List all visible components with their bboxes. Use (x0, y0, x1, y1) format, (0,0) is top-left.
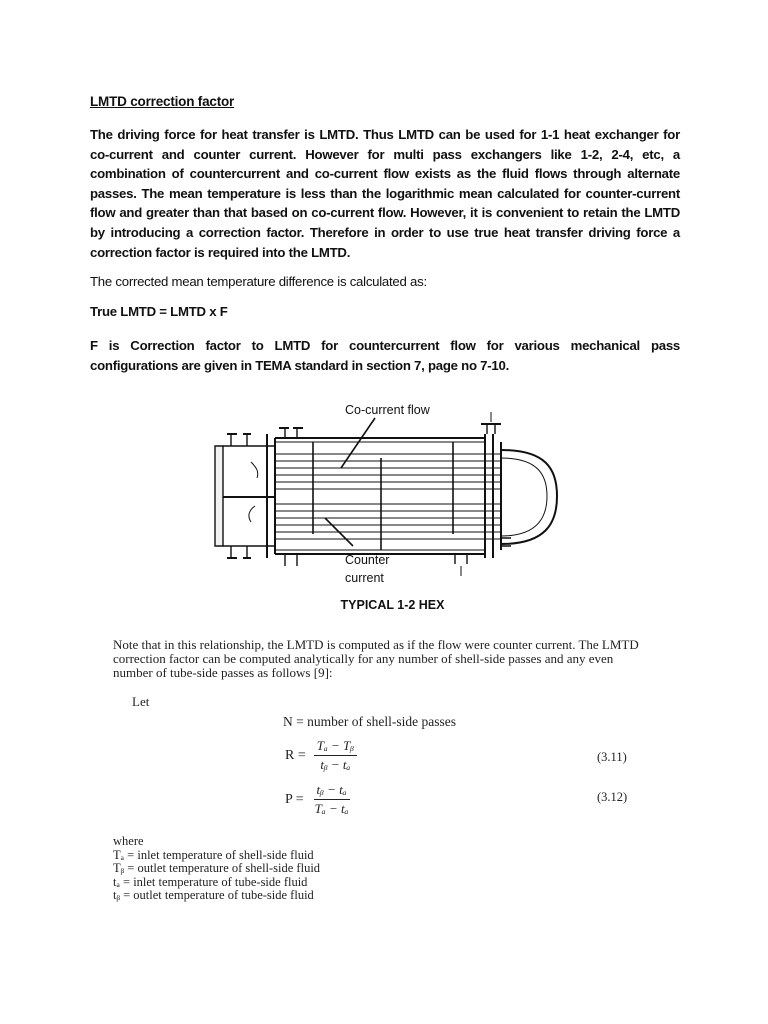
equation-r-fraction (314, 738, 357, 773)
heat-exchanger-diagram (205, 398, 580, 620)
formula-true-lmtd: True LMTD = LMTD x F (90, 304, 228, 319)
definition-line: Tᵦ = outlet temperature of shell-side fluid (113, 861, 321, 876)
figure-caption: TYPICAL 1-2 HEX (340, 598, 445, 612)
where-label: where (113, 834, 144, 848)
equation-number-3-11: (3.11) (597, 750, 627, 764)
paragraph-correction-factor: F is Correction factor to LMTD for countercurrent flow for various mechanical pass configurations are given in TEMA standard in section 7, page no 7-10. (90, 338, 680, 373)
equation-n: N = number of shell-side passes (283, 714, 456, 729)
equation-p-denominator: Tₐ − tₐ (314, 801, 349, 816)
let-label: Let (132, 694, 150, 709)
paragraph-corrected-mean: The corrected mean temperature difference is calculated as: (90, 274, 427, 289)
equation-r-lhs: R = (285, 747, 306, 763)
equation-p-numerator: tᵦ − tₐ (314, 782, 350, 800)
definition-line: Tₐ = inlet temperature of shell-side fluid (113, 847, 314, 862)
definition-line: tᵦ = outlet temperature of tube-side fluid (113, 888, 314, 903)
section-heading: LMTD correction factor (90, 94, 235, 109)
equation-p (285, 782, 351, 817)
equation-p-lhs: P = (285, 791, 304, 807)
note-paragraph: Note that in this relationship, the LMTD is computed as if the flow were counter current. The LMTD correction factor can be computed analytically for any number of shell-side passes and any even number of tube-side passes as follows [9]: (113, 637, 639, 680)
equation-r (285, 738, 357, 773)
paragraph-driving-force: The driving force for heat transfer is LMTD. Thus LMTD can be used for 1-1 heat exchanger for co-current and counter current. However for multi pass exchangers like 1-2, 2-4, etc, a combination of countercurrent and co-current flow exists as the fluid flows through alternate passes. The mean temperature is less than the logarithmic mean calculated for counter-current flow and greater than that based on co-current flow. However, it is convenient to retain the LMTD by introducing a correction factor. Therefore in order to use true heat transfer driving force a correction factor is required into the LMTD. (90, 127, 680, 260)
equation-number-3-12: (3.12) (597, 790, 628, 804)
equation-r-numerator: Tₐ − Tᵦ (314, 738, 357, 756)
equation-p-fraction (312, 782, 352, 817)
label-current: current (345, 571, 384, 585)
label-counter: Counter (345, 553, 390, 567)
label-co-current-flow: Co-current flow (345, 403, 430, 417)
definition-line: tₐ = inlet temperature of tube-side fluid (113, 874, 308, 889)
equation-r-denominator: tᵦ − tₐ (320, 757, 351, 772)
definitions-block (113, 835, 320, 903)
